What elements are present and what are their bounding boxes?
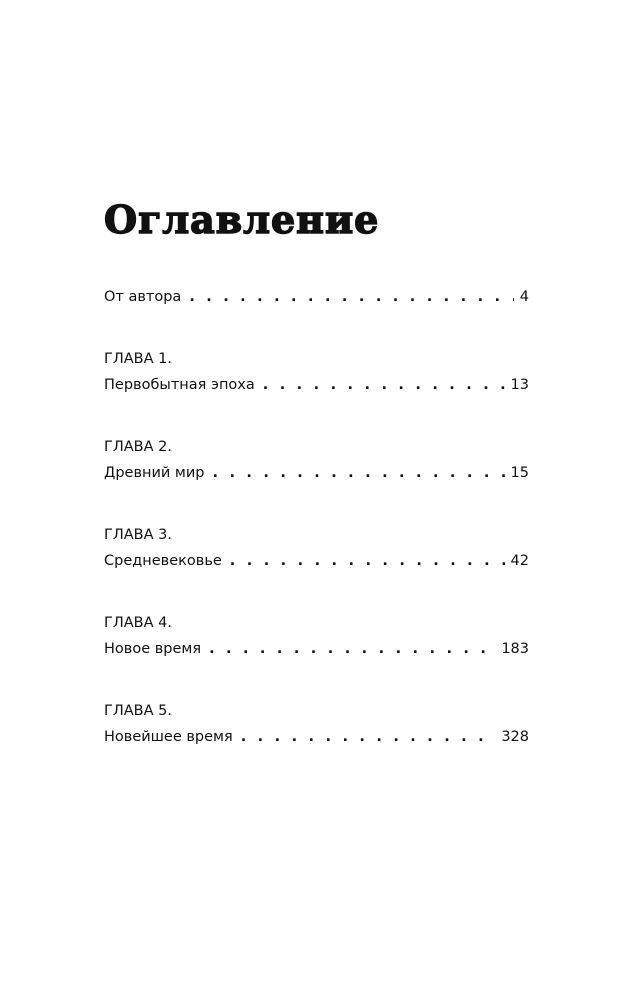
toc-entry-title: Новое время: [104, 641, 202, 657]
toc-chapter-label: ГЛАВА 4.: [104, 615, 172, 631]
toc-entry-page-number: 183: [501, 641, 529, 657]
table-of-contents: [104, 284, 529, 786]
dot-leader: [213, 460, 505, 486]
toc-entry-line: [104, 284, 529, 310]
toc-entry-line: [104, 372, 529, 398]
page-title: Оглавление: [104, 197, 380, 242]
toc-chapter-label: ГЛАВА 2.: [104, 439, 172, 455]
toc-chapter-label: ГЛАВА 3.: [104, 527, 172, 543]
toc-entry-chapter-3[interactable]: [104, 522, 529, 574]
toc-entry-chapter-4[interactable]: [104, 610, 529, 662]
toc-chapter-label: ГЛАВА 1.: [104, 351, 172, 367]
toc-entry-line: [104, 548, 529, 574]
toc-entry-title: Средневековье: [104, 553, 222, 569]
dot-leader: [189, 284, 513, 310]
toc-entry-page-number: 4: [519, 289, 529, 305]
toc-entry-chapter-2[interactable]: [104, 434, 529, 486]
toc-entry-line: [104, 724, 529, 750]
toc-entry-page-number: 15: [510, 465, 529, 481]
toc-entry-chapter-1[interactable]: [104, 346, 529, 398]
toc-entry-title: Древний мир: [104, 465, 205, 481]
dot-leader: [209, 636, 495, 662]
toc-entry-preface[interactable]: [104, 284, 529, 310]
toc-entry-title: Первобытная эпоха: [104, 377, 255, 393]
dot-leader: [241, 724, 496, 750]
toc-chapter-label: ГЛАВА 5.: [104, 703, 172, 719]
toc-entry-line: [104, 460, 529, 486]
toc-entry-line: [104, 636, 529, 662]
dot-leader: [263, 372, 505, 398]
toc-entry-title: От автора: [104, 289, 182, 305]
toc-entry-page-number: 328: [501, 729, 529, 745]
toc-entry-title: Новейшее время: [104, 729, 233, 745]
toc-entry-page-number: 42: [510, 553, 529, 569]
toc-entry-page-number: 13: [510, 377, 529, 393]
dot-leader: [230, 548, 505, 574]
toc-entry-chapter-5[interactable]: [104, 698, 529, 750]
